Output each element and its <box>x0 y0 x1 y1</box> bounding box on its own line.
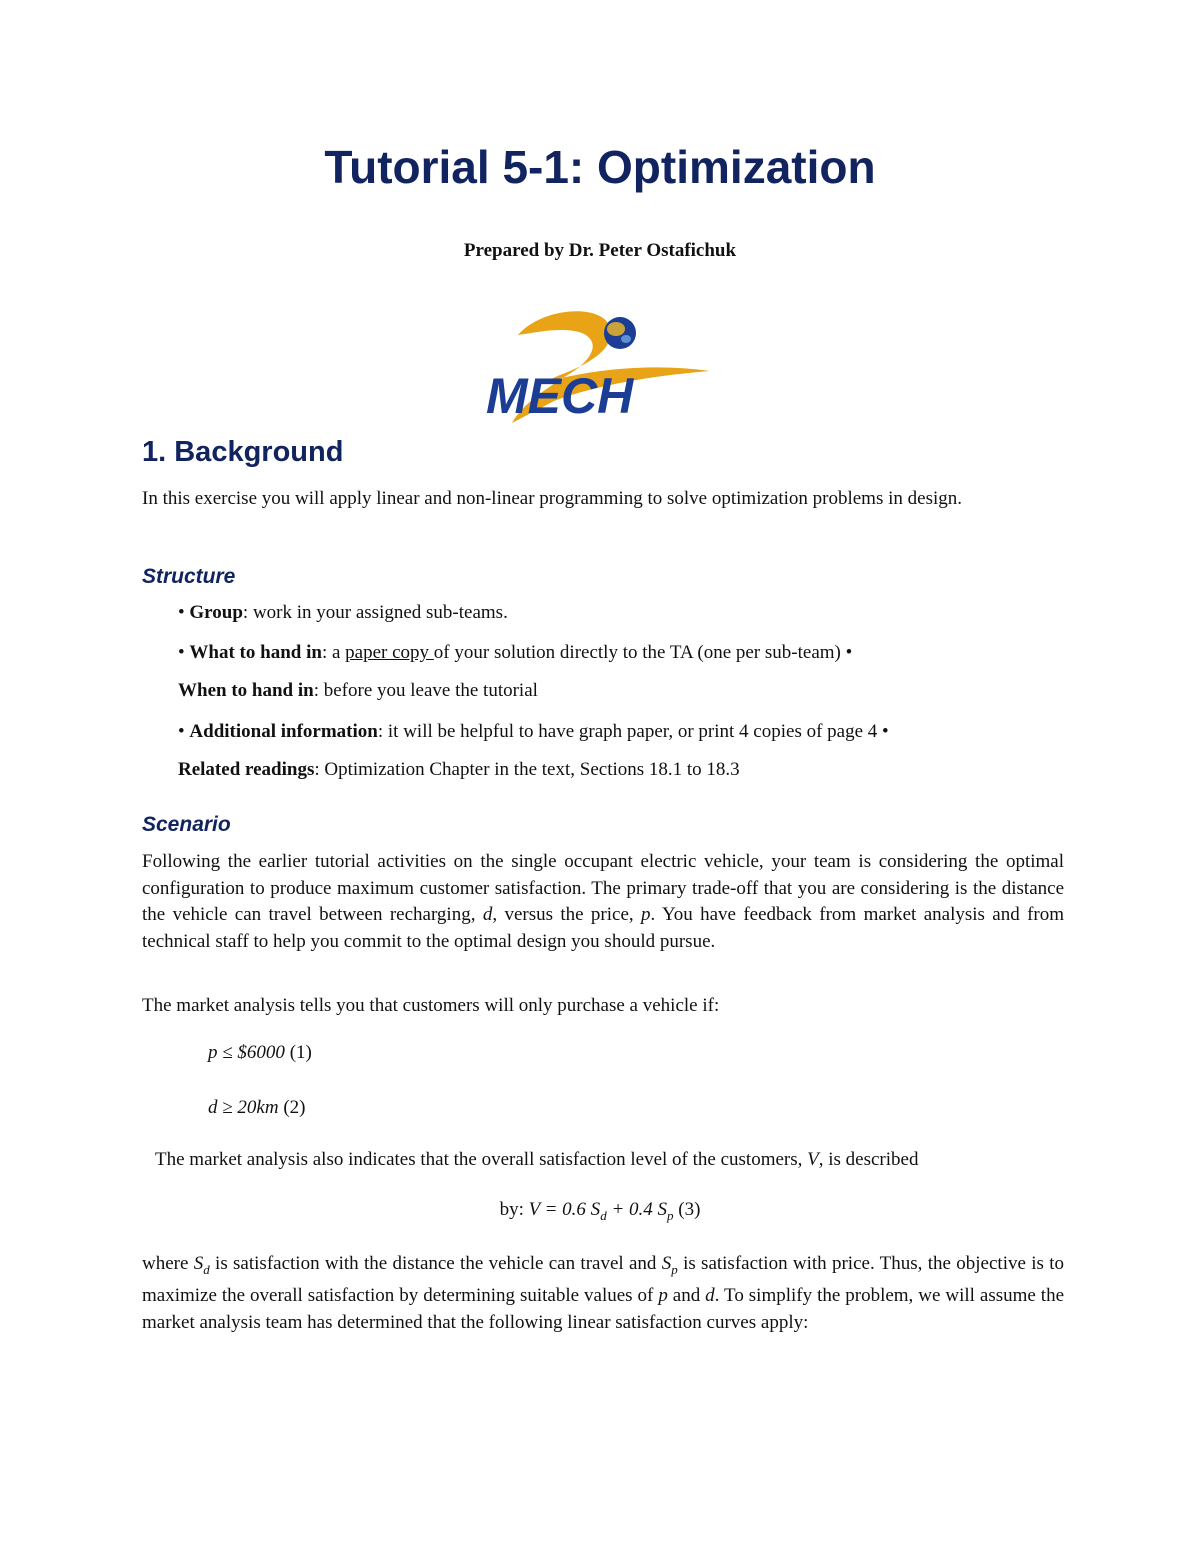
structure-heading: Structure <box>142 565 236 588</box>
mech2-logo-graphic <box>482 305 714 435</box>
scenario-paragraph-2: The market analysis tells you that customers will only purchase a vehicle if: <box>142 995 720 1016</box>
scenario-paragraph-3: The market analysis also indicates that the overall satisfaction level of the customers, V, is described <box>155 1149 919 1170</box>
equation-2: d ≥ 20km (2) <box>208 1097 306 1118</box>
scenario-heading: Scenario <box>142 813 231 836</box>
author-line: Prepared by Dr. Peter Ostafichuk <box>463 240 737 261</box>
scenario-paragraph-4: where $S_d$ is satisfaction with the distance the vehicle can travel and $S_p$ is satisfaction with price. Thus, the objective is to maximize the overall satisfaction by determining suitable values of p and d. To simplify the problem, we will assume the market analysis team has determined that the following linear satisfaction curves apply: <box>142 1253 1064 1333</box>
mech2-logo <box>482 305 714 435</box>
paper-copy-text: paper copy <box>345 642 434 663</box>
list-item-when: When to hand in: before you leave the tutorial <box>178 680 538 701</box>
list-item-hand-in: • What to hand in: a paper copy of your solution directly to the TA (one per sub-team) • <box>178 642 853 663</box>
list-item-additional-info: • Additional information: it will be helpful to have graph paper, or print 4 copies of page 4 • <box>178 721 889 742</box>
page-title: Tutorial 5-1: Optimization <box>324 141 876 193</box>
section-heading-background: 1. Background <box>142 436 344 468</box>
logo-wordmark: MECH <box>486 368 634 424</box>
equation-1: p ≤ $6000 (1) <box>208 1042 312 1063</box>
list-item-group: • Group: work in your assigned sub-teams. <box>178 602 508 623</box>
list-item-readings: Related readings: Optimization Chapter in the text, Sections 18.1 to 18.3 <box>178 759 740 780</box>
background-intro: In this exercise you will apply linear and non-linear programming to solve optimization problems in design. <box>142 488 962 509</box>
scenario-paragraph-1: Following the earlier tutorial activities on the single occupant electric vehicle, your team is considering the optimal configuration to produce maximum customer satisfaction. The primary trade-off that you are considering is the distance the vehicle can travel between recharging, d, versus the price, p. You have feedback from market analysis and from technical staff to help you commit to the optimal design you should pursue. <box>142 851 1065 952</box>
equation-3: by: V = 0.6 $S_d + 0.4$ $S_p$ (3) <box>499 1199 701 1223</box>
